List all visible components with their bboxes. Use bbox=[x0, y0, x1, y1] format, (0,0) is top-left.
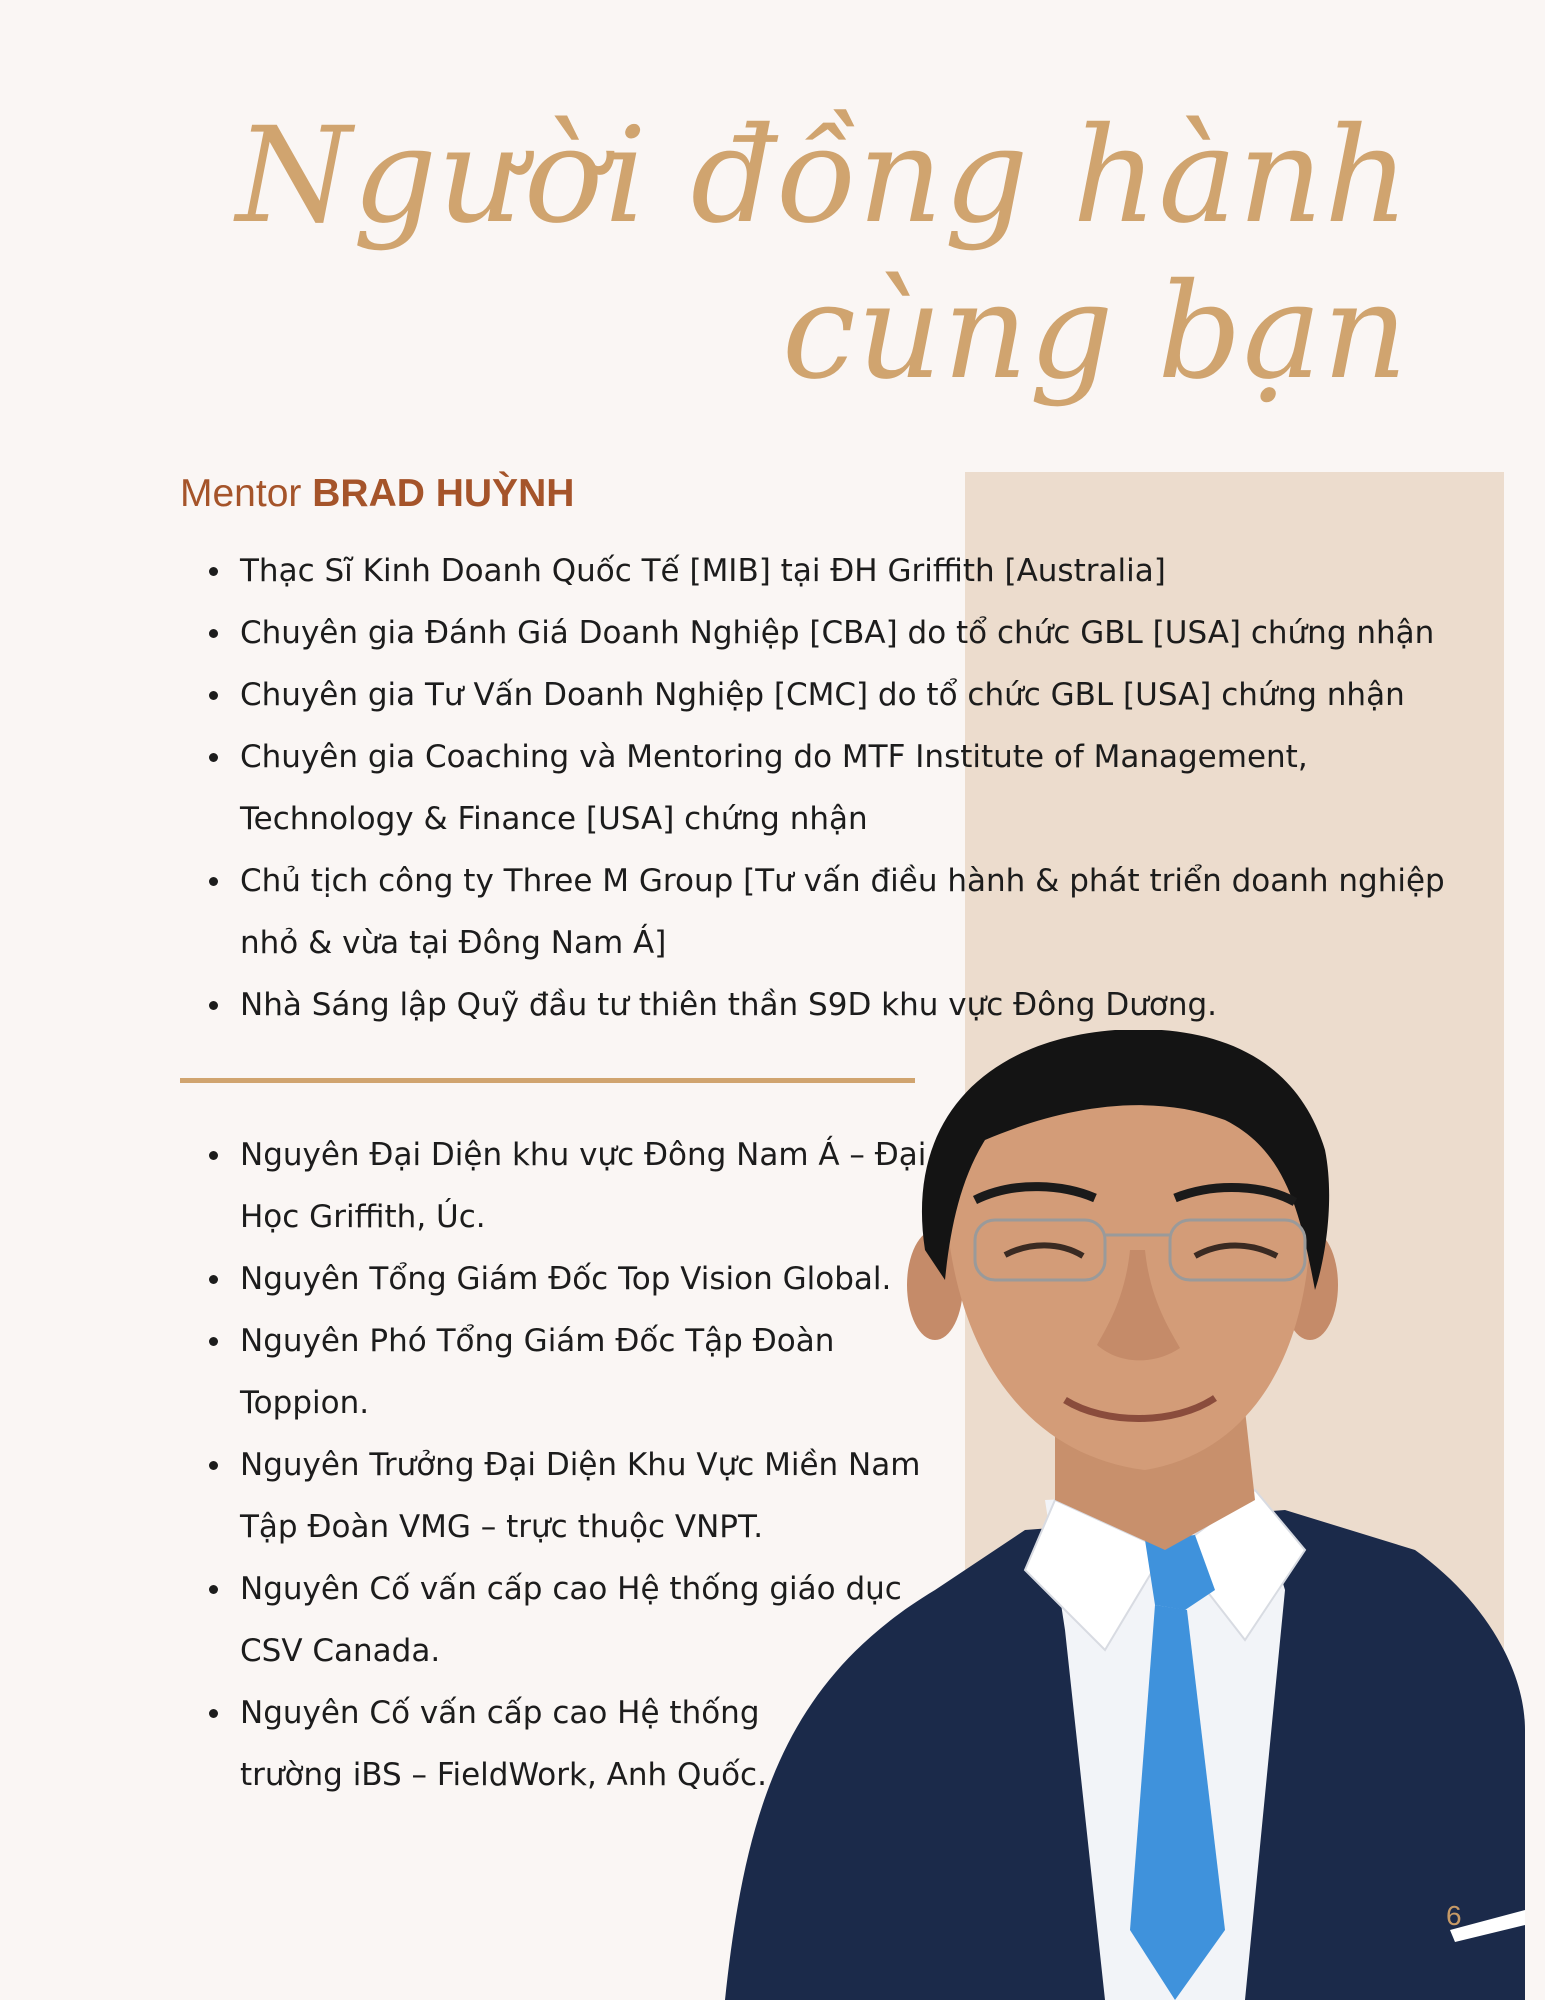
mentor-name: BRAD HUỲNH bbox=[312, 472, 575, 515]
list-item-line: Nguyên Phó Tổng Giám Đốc Tập Đoàn bbox=[240, 1323, 835, 1359]
list-item-line: trường iBS – FieldWork, Anh Quốc. bbox=[240, 1757, 767, 1793]
list-item: Nhà Sáng lập Quỹ đầu tư thiên thần S9D khu vực Đông Dương. bbox=[180, 974, 1445, 1036]
list-item-line: Chủ tịch công ty Three M Group [Tư vấn điều hành & phát triển doanh nghiệp bbox=[240, 863, 1445, 899]
list-item-line: Technology & Finance [USA] chứng nhận bbox=[240, 801, 868, 837]
mentor-prefix: Mentor bbox=[180, 472, 302, 515]
list-item-line: nhỏ & vừa tại Đông Nam Á] bbox=[240, 925, 667, 961]
list-item: Chuyên gia Đánh Giá Doanh Nghiệp [CBA] do tổ chức GBL [USA] chứng nhận bbox=[180, 602, 1445, 664]
mentor-heading bbox=[180, 472, 574, 516]
list-item: Chuyên gia Tư Vấn Doanh Nghiệp [CMC] do tổ chức GBL [USA] chứng nhận bbox=[180, 664, 1445, 726]
page-title-line-1: Người đồng hành bbox=[236, 99, 1411, 253]
list-item-line: Chuyên gia Coaching và Mentoring do MTF Institute of Management, bbox=[240, 739, 1308, 775]
page-number: 6 bbox=[1446, 1900, 1462, 1931]
list-item: Thạc Sĩ Kinh Doanh Quốc Tế [MIB] tại ĐH Griffith [Australia] bbox=[180, 540, 1445, 602]
credentials-list bbox=[180, 540, 1445, 1036]
list-item-line: Nguyên Cố vấn cấp cao Hệ thống bbox=[240, 1695, 760, 1731]
list-item-line: Nguyên Đại Diện khu vực Đông Nam Á – Đại bbox=[240, 1137, 927, 1173]
list-item-line: Nguyên Cố vấn cấp cao Hệ thống giáo dục bbox=[240, 1571, 902, 1607]
list-item bbox=[180, 726, 1445, 850]
page-title-line-2: cùng bạn bbox=[782, 255, 1409, 409]
mentor-portrait-photo bbox=[725, 1030, 1525, 2000]
list-item-line: Toppion. bbox=[240, 1385, 370, 1421]
list-item bbox=[180, 850, 1445, 974]
list-item: Nguyên Tổng Giám Đốc Top Vision Global. bbox=[180, 1248, 926, 1310]
list-item-line: Tập Đoàn VMG – trực thuộc VNPT. bbox=[240, 1509, 764, 1545]
list-item-line: Nguyên Trưởng Đại Diện Khu Vực Miền Nam bbox=[240, 1447, 921, 1483]
list-item-line: CSV Canada. bbox=[240, 1633, 441, 1669]
list-item-line: Học Griffith, Úc. bbox=[240, 1199, 486, 1235]
